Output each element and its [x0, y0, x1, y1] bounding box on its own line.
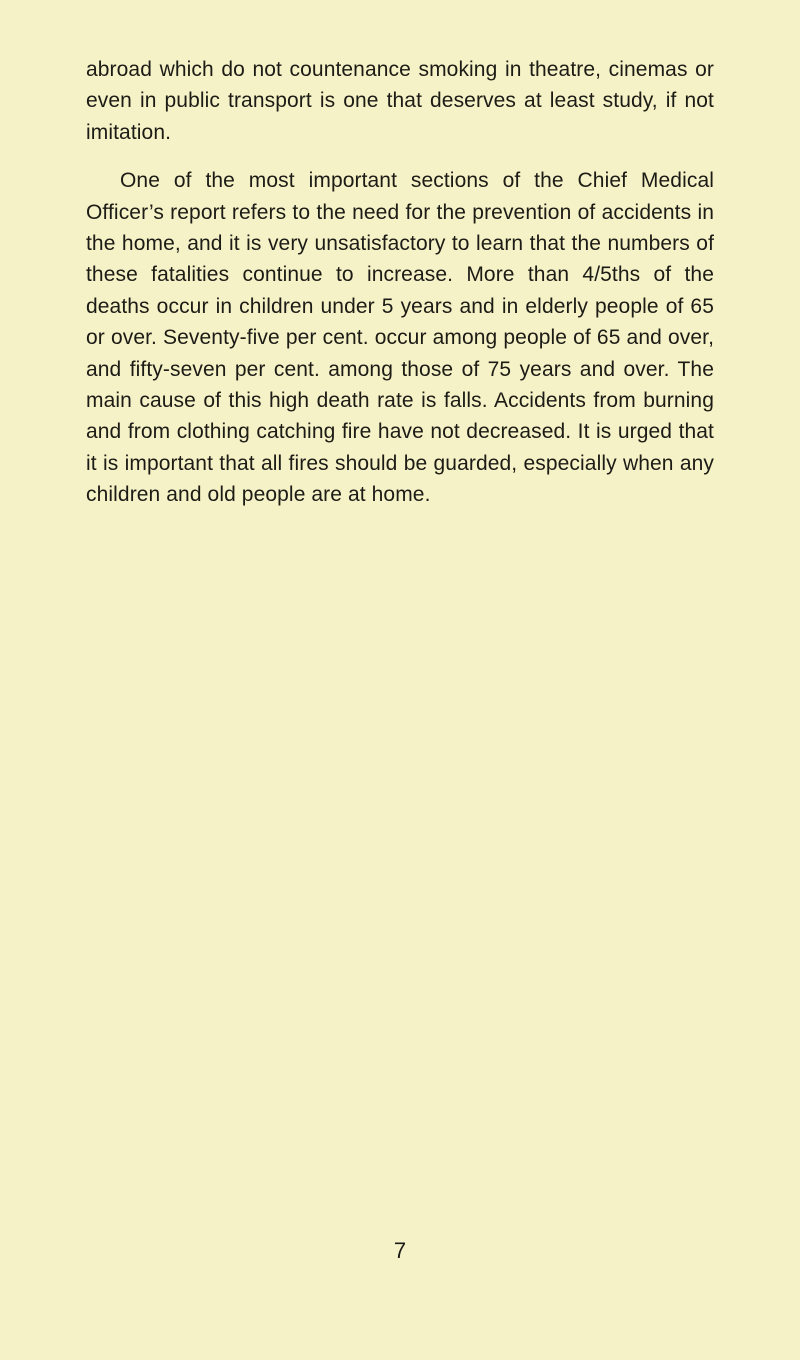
- paragraph-continuation: abroad which do not countenance smoking in theatre, cinemas or even in public transport is one that deserves at least study, if not imitation.: [86, 58, 714, 144]
- paragraph-home-accidents: One of the most important sections of the Chief Medical Officer’s report refers to the need for the prevention of accidents in the home, and it is very unsatisfactory to learn that the numbers of these fatalities continue to increase. More than 4/5ths of the deaths occur in children under 5 years and in elderly people of 65 or over. Seventy-five per cent. occur among people of 65 and over, and fifty-seven per cent. among those of 75 years and over. The main cause of this high death rate is falls. Accidents from burning and from clothing catching fire have not decreased. It is urged that it is important that all fires should be guarded, especially when any children and old people are at home.: [86, 169, 714, 507]
- body-text: [86, 54, 714, 511]
- page-number: 7: [393, 1238, 407, 1263]
